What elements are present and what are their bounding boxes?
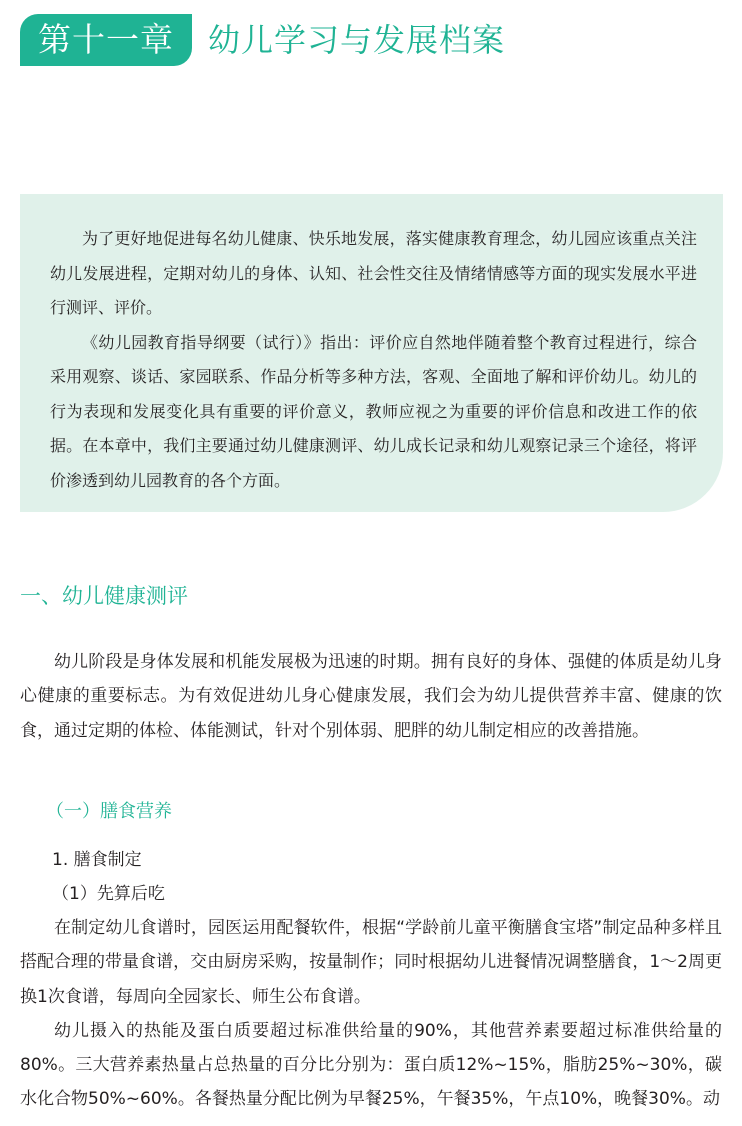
intro-paragraph-1: 为了更好地促进每名幼儿健康、快乐地发展，落实健康教育理念，幼儿园应该重点关注幼儿发展进程，定期对幼儿的身体、认知、社会性交往及情绪情感等方面的现实发展水平进行测评、评价。 bbox=[50, 229, 697, 317]
chapter-number-tag: 第十一章 bbox=[20, 14, 192, 66]
body-paragraph-1: 幼儿阶段是身体发展和机能发展极为迅速的时期。拥有良好的身体、强健的体质是幼儿身心健康的重要标志。为有效促进幼儿身心健康发展，我们会为幼儿提供营养丰富、健康的饮食，通过定期的体检、体能测试，针对个别体弱、肥胖的幼儿制定相应的改善措施。 bbox=[20, 652, 722, 741]
section-body-1 bbox=[20, 645, 722, 748]
section-body-2 bbox=[20, 911, 722, 1117]
chapter-title: 幼儿学习与发展档案 bbox=[208, 21, 506, 59]
intro-paragraph-2: 《幼儿园教育指导纲要（试行）》指出：评价应自然地伴随着整个教育过程进行，综合采用观察、谈话、家园联系、作品分析等多种方法，客观、全面地了解和评价幼儿。幼儿的行为表现和发展变化具有重要的评价意义，教师应视之为重要的评价信息和改进工作的依据。在本章中，我们主要通过幼儿健康测评、幼儿成长记录和幼儿观察记录三个途径，将评价渗透到幼儿园教育的各个方面。 bbox=[50, 332, 697, 490]
body-paragraph-2: 在制定幼儿食谱时，园医运用配餐软件，根据“学龄前儿童平衡膳食宝塔”制定品种多样且搭配合理的带量食谱，交由厨房采购，按量制作；同时根据幼儿进餐情况调整膳食，1～2周更换1次食谱，每周向全园家长、师生公布食谱。 bbox=[20, 918, 722, 1007]
section-heading: 一、幼儿健康测评 bbox=[20, 584, 188, 608]
body-paragraph-3: 幼儿摄入的热能及蛋白质要超过标准供给量的90%，其他营养素要超过标准供给量的80%。三大营养素热量占总热量的百分比分别为：蛋白质12%~15%，脂肪25%~30%，碳水化合物50%~60%。各餐热量分配比例为早餐25%，午餐35%，午点10%，晚餐30%。动 bbox=[20, 1020, 722, 1110]
list-item-1: 1. 膳食制定 bbox=[52, 850, 142, 870]
chapter-header bbox=[0, 0, 742, 80]
chapter-intro-box bbox=[20, 194, 723, 512]
list-item-2: （1）先算后吃 bbox=[52, 884, 165, 904]
subsection-heading: （一）膳食营养 bbox=[46, 801, 172, 822]
